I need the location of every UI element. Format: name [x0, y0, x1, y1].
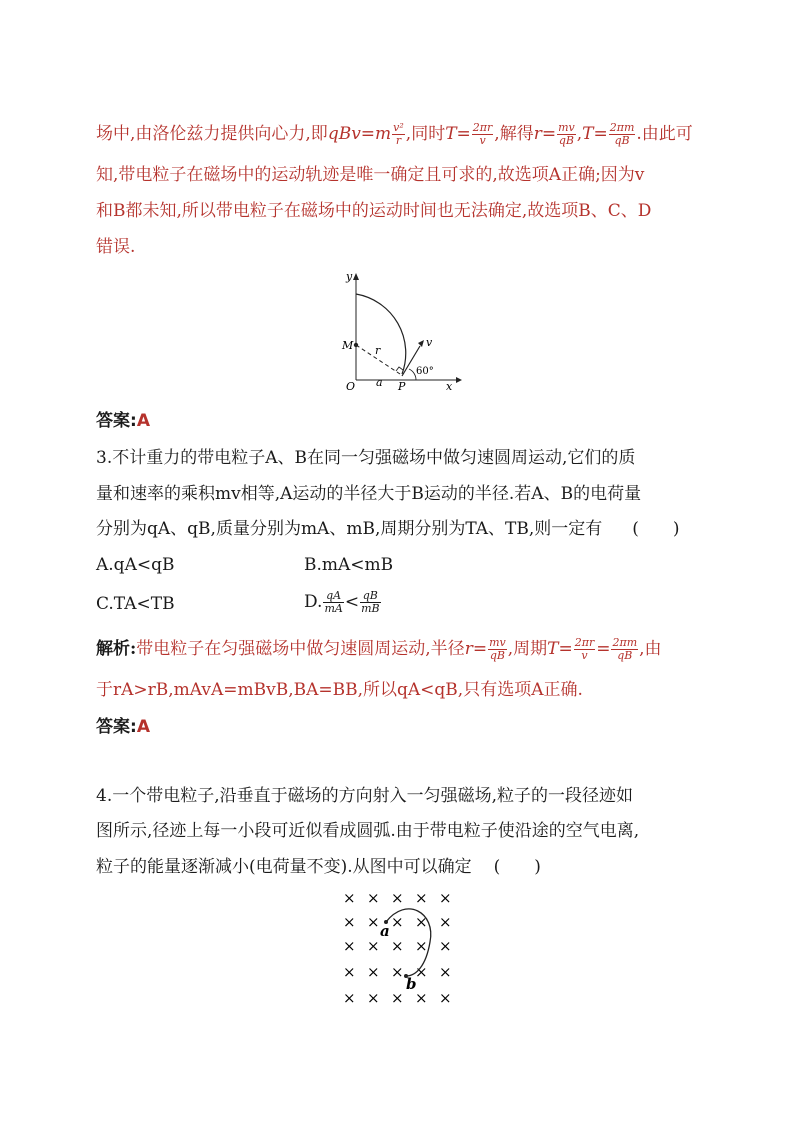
text: ,: [576, 124, 583, 144]
field-cross: ×: [367, 889, 380, 907]
field-cross: ×: [439, 989, 452, 1007]
text: ,由: [639, 639, 662, 659]
text: =m: [360, 124, 392, 144]
field-cross: ×: [439, 913, 452, 931]
label-O: O: [346, 380, 356, 393]
option-C[interactable]: C.TA<TB: [96, 594, 175, 614]
text: =: [596, 639, 611, 659]
answer-2: [96, 410, 150, 432]
field-cross: ×: [439, 889, 452, 907]
question-3-line-2: 量和速率的乘积mv相等,A运动的半径大于B运动的半径.若A、B的电荷量: [96, 484, 642, 504]
text: ,周期: [507, 639, 548, 659]
text: T=: [582, 124, 608, 144]
label-b: b: [406, 975, 417, 993]
label-r: r: [375, 344, 381, 357]
text: T=: [547, 639, 573, 659]
text: r=: [533, 124, 557, 144]
field-cross: ×: [343, 989, 356, 1007]
fraction: $\frac{mv}{qB}$: [489, 636, 506, 662]
field-cross: ×: [391, 937, 404, 955]
field-cross: ×: [343, 889, 356, 907]
velocity-arrowhead: [418, 340, 424, 347]
text: T=: [445, 124, 471, 144]
field-cross: ×: [391, 913, 404, 931]
x-axis-arrow: [456, 377, 462, 383]
explanation-line-1: [96, 122, 693, 147]
explanation-line-2: 知,带电粒子在磁场中的运动轨迹是唯一确定且可求的,故选项A正确;因为v: [96, 165, 645, 185]
analysis-3-line-2: 于rA>rB,mAvA=mBvB,BA=BB,所以qA<qB,只有选项A正确.: [96, 680, 583, 700]
answer-label: 答案:: [96, 411, 137, 431]
text: D.: [304, 592, 323, 612]
field-cross: ×: [439, 937, 452, 955]
label-M: M: [342, 339, 354, 352]
label-x: x: [446, 380, 453, 393]
field-cross: ×: [367, 937, 380, 955]
explanation-line-4: 错误.: [96, 237, 136, 257]
magnetic-field-figure: [336, 884, 460, 1008]
field-cross: ×: [439, 963, 452, 981]
answer-paren: ( ): [493, 857, 541, 877]
option-D[interactable]: [304, 590, 382, 615]
analysis-3-line-1: [96, 637, 662, 662]
question-3-line-3: [96, 518, 680, 540]
fraction: $\frac{2\pi r}{v}$: [574, 636, 595, 662]
question-3-line-1: 3.不计重力的带电粒子A、B在同一匀强磁场中做匀速圆周运动,它们的质: [96, 448, 636, 468]
field-cross: ×: [367, 913, 380, 931]
fraction: $\frac{qB}{mB}$: [361, 589, 380, 615]
field-cross: ×: [367, 989, 380, 1007]
text: .由此可: [636, 124, 693, 144]
label-a: a: [380, 922, 390, 940]
text: 场中,由洛伦兹力提供向心力,即: [96, 124, 328, 144]
question-4-line-1: 4.一个带电粒子,沿垂直于磁场的方向射入一匀强磁场,粒子的一段径迹如: [96, 786, 634, 806]
fraction: $\frac{2\pi r}{v}$: [472, 121, 493, 147]
field-cross: ×: [391, 989, 404, 1007]
text: ,同时: [405, 124, 446, 144]
fraction: $\frac{qA}{mA}$: [324, 589, 343, 615]
circular-motion-figure: [330, 268, 470, 394]
text: 分别为qA、qB,质量分别为mA、mB,周期分别为TA、TB,则一定有: [96, 519, 603, 539]
analysis-label: 解析:: [96, 639, 137, 659]
option-B[interactable]: B.mA<mB: [304, 555, 394, 575]
explanation-line-3: 和B都未知,所以带电粒子在磁场中的运动时间也无法确定,故选项B、C、D: [96, 201, 652, 221]
trajectory-arc: [356, 294, 406, 374]
text: 带电粒子在匀强磁场中做匀速圆周运动,半径: [136, 639, 465, 659]
label-angle: 60°: [416, 366, 434, 377]
fraction: $\frac{2\pi m}{qB}$: [609, 121, 635, 147]
field-cross: ×: [343, 913, 356, 931]
text: r=: [464, 639, 488, 659]
field-cross: ×: [415, 937, 428, 955]
answer-paren: ( ): [632, 519, 680, 539]
answer-value: A: [136, 717, 150, 737]
label-y: y: [346, 270, 353, 283]
right-angle-mark: [396, 367, 403, 371]
text: 粒子的能量逐渐减小(电荷量不变).从图中可以确定: [96, 857, 472, 877]
y-axis-arrow: [353, 273, 359, 280]
label-P: P: [398, 380, 406, 393]
text: ,解得: [494, 124, 534, 144]
field-cross: ×: [391, 889, 404, 907]
fraction: $\frac{mv}{qB}$: [558, 121, 575, 147]
answer-3: [96, 716, 150, 738]
fraction: $\frac{2\pi m}{qB}$: [612, 636, 638, 662]
field-cross: ×: [415, 963, 428, 981]
field-cross: ×: [343, 963, 356, 981]
option-A[interactable]: A.qA<qB: [96, 555, 175, 575]
field-cross: ×: [415, 989, 428, 1007]
label-a: a: [376, 376, 383, 389]
answer-label: 答案:: [96, 717, 137, 737]
angle-arc: [409, 369, 416, 380]
field-cross: ×: [343, 937, 356, 955]
fraction: $\frac{\text{v²}}{r}$: [393, 121, 404, 147]
answer-value: A: [136, 411, 150, 431]
question-4-line-2: 图所示,径迹上每一小段可近似看成圆弧.由于带电粒子使沿途的空气电离,: [96, 821, 640, 841]
field-cross: ×: [367, 963, 380, 981]
text: qBv: [327, 124, 361, 144]
question-4-line-3: [96, 856, 541, 878]
point-M: [354, 343, 358, 347]
field-cross: ×: [391, 963, 404, 981]
label-v: v: [426, 336, 433, 349]
field-cross: ×: [415, 913, 428, 931]
field-cross: ×: [415, 889, 428, 907]
text: <: [344, 592, 360, 612]
